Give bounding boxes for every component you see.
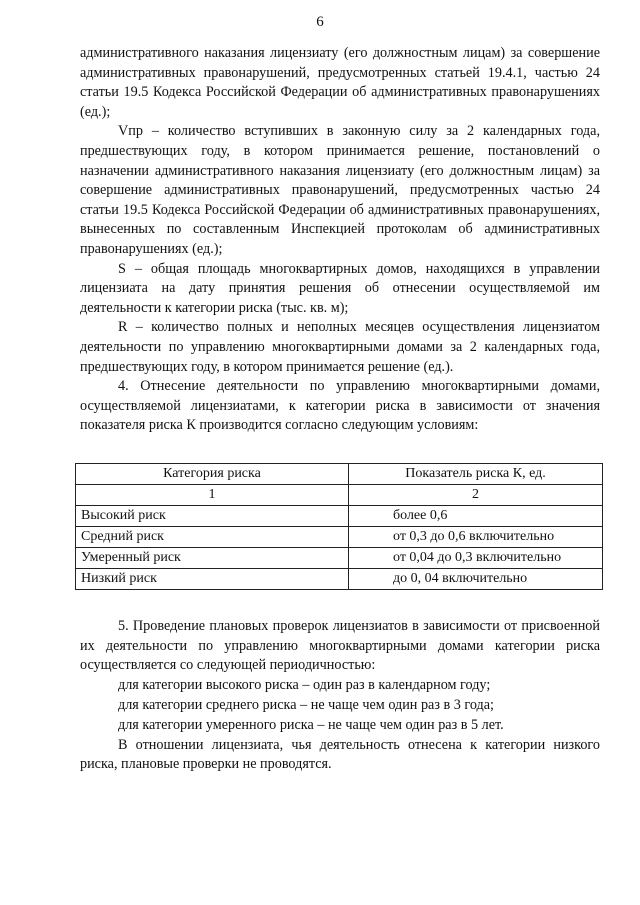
risk-value-cell: от 0,04 до 0,3 включительно <box>349 547 603 568</box>
paragraph-continuation: административного наказания лицензиату (его должностным лицам) за совершение административных правонарушений, предусмотренных статьей 19.4.1, частью 24 статьи 19.5 Кодекса Российской Федерации об административных правонарушениях (ед.); <box>80 45 600 120</box>
table-row <box>76 505 603 526</box>
column-number-1: 1 <box>76 484 349 505</box>
table-row <box>76 568 603 589</box>
table-row <box>76 526 603 547</box>
paragraph-s-definition: S – общая площадь многоквартирных домов, находящихся в управлении лицензиата на дату принятия решения об отнесении осуществляемой им деятельности к категории риска (тыс. кв. м); <box>80 260 600 316</box>
list-item: для категории высокого риска – один раз в календарном году; <box>118 677 491 694</box>
risk-category-cell: Умеренный риск <box>76 547 349 568</box>
paragraph-vpr-definition: Vпр – количество вступивших в законную силу за 2 календарных года, предшествующих году, в котором принимается решение, постановлений о назначении административного наказания лицензиату (его должностным лицам) за совершение административных правонарушений, предусмотренных частью 24 статьи 19.5 Кодекса Российской Федерации об административных правонарушениях, вынесенных по составленным Инспекцией протоколам об административных правонарушениях (ед.); <box>80 123 600 257</box>
list-item: для категории среднего риска – не чаще чем один раз в 3 года; <box>118 697 494 714</box>
page-number: 6 <box>316 14 324 30</box>
column-number-2: 2 <box>349 484 603 505</box>
table-row <box>76 547 603 568</box>
risk-value-cell: от 0,3 до 0,6 включительно <box>349 526 603 547</box>
risk-category-cell: Средний риск <box>76 526 349 547</box>
document-body <box>80 44 600 775</box>
risk-category-table <box>75 463 603 590</box>
risk-category-cell: Низкий риск <box>76 568 349 589</box>
table-header-row <box>76 463 603 484</box>
paragraph-low-risk-note: В отношении лицензиата, чья деятельность отнесена к категории низкого риска, плановые проверки не проводятся. <box>80 736 600 773</box>
table-column-number-row <box>76 484 603 505</box>
paragraph-r-definition: R – количество полных и неполных месяцев осуществления лицензиатом деятельности по управлению многоквартирными домами за 2 календарных года, предшествующих году, в котором принимается решение (ед.). <box>80 319 600 375</box>
header-category: Категория риска <box>76 463 349 484</box>
header-indicator: Показатель риска К, ед. <box>349 463 603 484</box>
paragraph-section-5: 5. Проведение плановых проверок лицензиатов в зависимости от присвоенной их деятельности по управлению многоквартирными домами категории риска осуществляется со следующей периодичностью: <box>80 617 600 674</box>
risk-value-cell: более 0,6 <box>349 505 603 526</box>
list-item: для категории умеренного риска – не чаще чем один раз в 5 лет. <box>118 716 504 733</box>
section-5-block <box>80 617 600 775</box>
risk-value-cell: до 0, 04 включительно <box>349 568 603 589</box>
risk-category-cell: Высокий риск <box>76 505 349 526</box>
paragraph-section-4: 4. Отнесение деятельности по управлению многоквартирными домами, осуществляемой лицензиатами, к категории риска в зависимости от значения показателя риска К производится согласно следующим условиям: <box>80 378 600 434</box>
